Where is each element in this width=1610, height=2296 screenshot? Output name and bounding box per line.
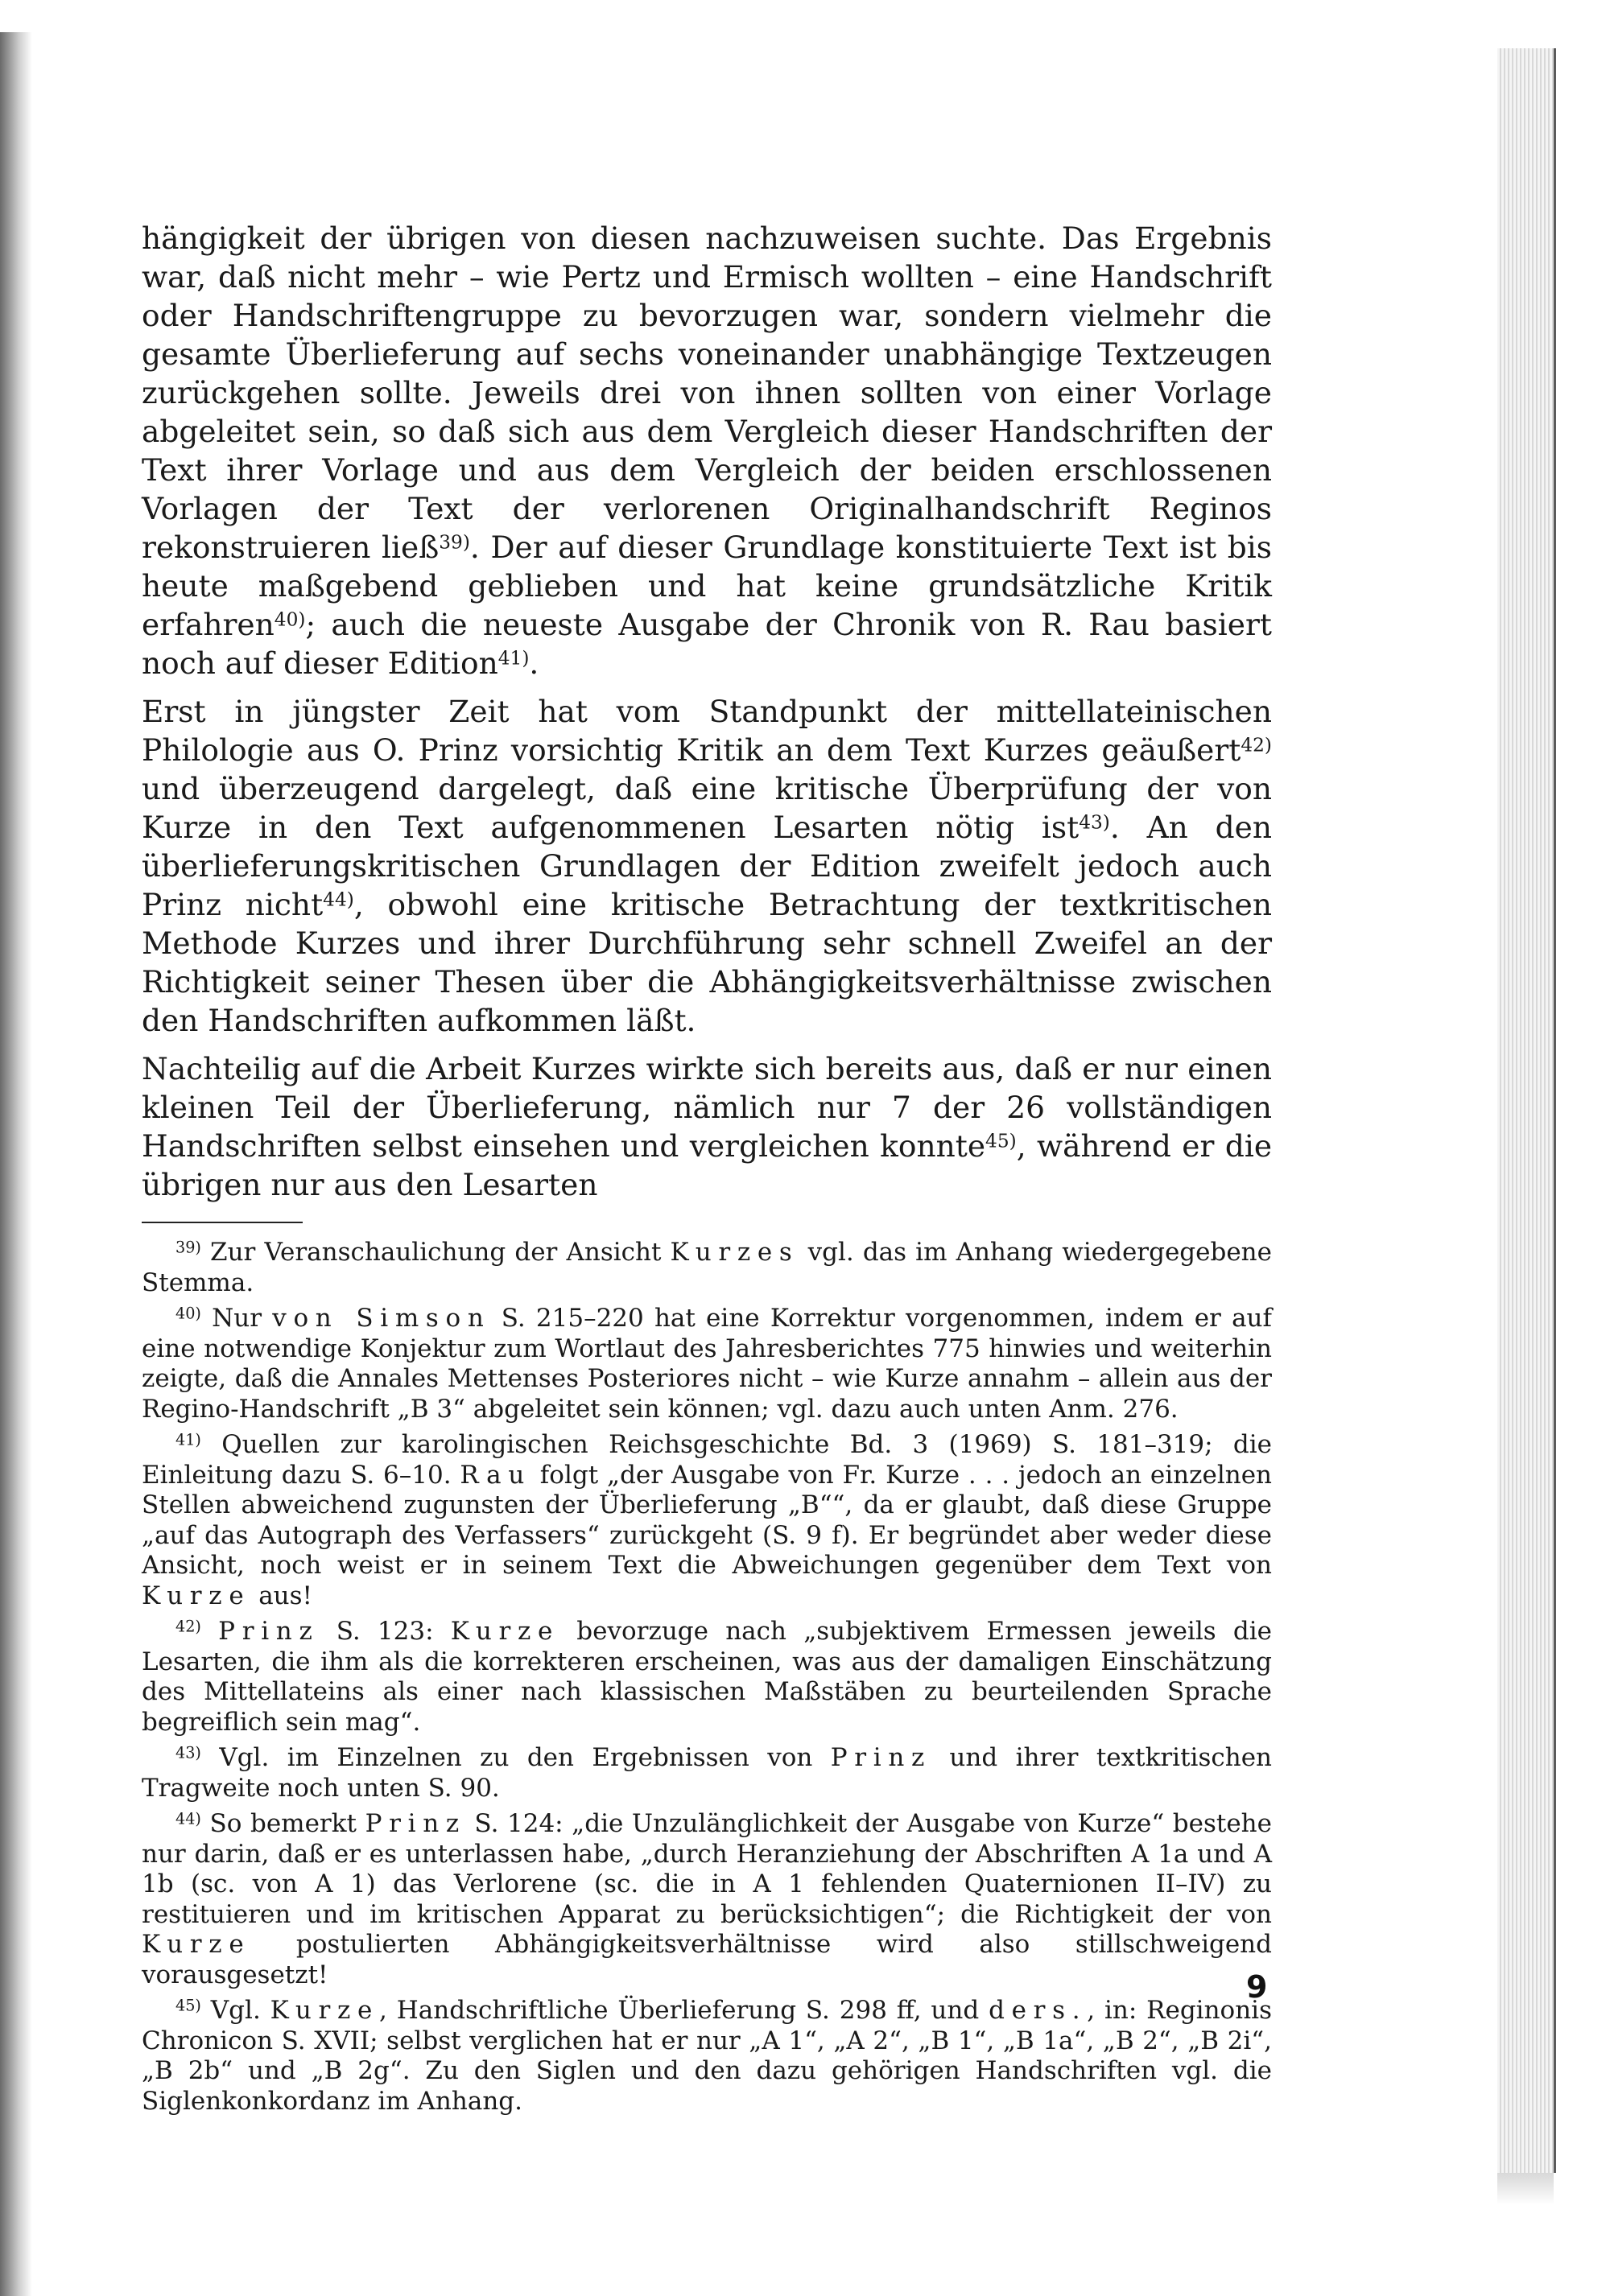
text-run: Nachteilig auf die Arbeit Kurzes wirkte sich bereits aus, daß er nur einen kleinen Teil der Überlieferung, nämlich nur 7 der 26 vollständigen Handschriften selbst einsehen und vergleichen konnte bbox=[142, 1051, 1272, 1164]
text-run: Quellen zur karolingischen Reichsgeschichte Bd. 3 (1969) S. 181–319; die Einleitung dazu S. 6–10. bbox=[142, 1430, 1272, 1490]
spaced-author-name: Kurze bbox=[142, 1581, 251, 1610]
footnote-ref-43: 43) bbox=[1079, 811, 1110, 834]
text-run: Nur bbox=[200, 1304, 273, 1333]
spaced-author-name: Prinz bbox=[218, 1617, 320, 1646]
spaced-author-name: Kurzes bbox=[670, 1238, 799, 1267]
spaced-author-name: ders. bbox=[989, 1996, 1088, 2025]
body-paragraph-2 bbox=[142, 692, 1272, 1040]
page-text bbox=[142, 219, 1272, 2117]
footnote-number: 39) bbox=[175, 1238, 201, 1257]
spaced-author-name: Kurze bbox=[270, 1996, 380, 2025]
text-run: . An den überlieferungskritischen Grundlagen der Edition zweifelt jedoch auch Prinz nicht bbox=[142, 810, 1272, 922]
footnote-45 bbox=[142, 1996, 1272, 2117]
footnote-42 bbox=[142, 1617, 1272, 1737]
spaced-author-name: Prinz bbox=[365, 1809, 466, 1838]
text-run: , während er die übrigen nur aus den Lesarten bbox=[142, 1128, 1273, 1202]
footnote-number: 40) bbox=[175, 1304, 201, 1323]
text-run: folgt „der Ausgabe von Fr. Kurze . . . jedoch an einzelnen Stellen abweichend zugunsten der Überlieferung „B““, da er glaubt, daß diese Gruppe „auf das Autograph des Verfassers“ zurückgeht (S. 9 f). Er begründet aber weder diese Ansicht, noch weist er in seinem Text die Abweichungen gegenüber dem Text von bbox=[142, 1460, 1273, 1580]
footnote-number: 43) bbox=[175, 1743, 201, 1762]
page-number: 9 bbox=[1246, 1969, 1268, 2005]
text-run: , Handschriftliche Überlieferung S. 298 ff, und bbox=[379, 1996, 989, 2025]
footnote-ref-41: 41) bbox=[497, 647, 530, 670]
text-run: ; auch die neueste Ausgabe der Chronik von R. Rau basiert noch auf dieser Edition bbox=[142, 607, 1272, 681]
text-run: . Der auf dieser Grundlage konstituierte Text ist bis heute maßgebend geblieben und hat keine grundsätzliche Kritik erfahren bbox=[142, 530, 1272, 642]
text-run: aus! bbox=[250, 1581, 313, 1610]
text-run: Vgl. im Einzelnen zu den Ergebnissen von bbox=[200, 1743, 831, 1772]
text-run: Vgl. bbox=[200, 1996, 270, 2025]
book-page-edges-bottom bbox=[1497, 2173, 1554, 2205]
footnote-44 bbox=[142, 1809, 1272, 1990]
text-run bbox=[201, 1617, 218, 1646]
text-run: und überzeugend dargelegt, daß eine kritische Überprüfung der von Kurze in den Text aufgenommenen Lesarten nötig ist bbox=[142, 771, 1272, 845]
text-run: , in: Reginonis Chronicon S. XVII; selbst verglichen hat er nur „A 1“, „A 2“, „B 1“, „B 1a“, „B 2“, „B 2i“, „B 2b“ und „B 2g“. Zu den Siglen und den dazu gehörigen Handschriften vgl. die Siglenkonkordanz im Anhang. bbox=[142, 1996, 1272, 2116]
spaced-author-name: von Simson bbox=[272, 1304, 491, 1333]
text-run: hängigkeit der übrigen von diesen nachzuweisen suchte. Das Ergebnis war, daß nicht mehr – wie Pertz und Ermisch wollten – eine Handschrift oder Handschriftengruppe zu bevorzugen war, sondern vielmehr die gesamte Überlieferung auf sechs voneinander unabhängige Textzeugen zurückgehen sollte. Jeweils drei von ihnen sollten von einer Vorlage abgeleitet sein, so daß sich aus dem Vergleich dieser Handschriften der Text ihrer Vorlage und aus dem Vergleich der beiden erschlossenen Vorlagen der Text der verlorenen Originalhandschrift Reginos rekonstruieren ließ bbox=[142, 221, 1272, 565]
footnote-ref-42: 42) bbox=[1241, 734, 1272, 756]
footnote-40 bbox=[142, 1304, 1272, 1424]
text-run: bevorzuge nach „subjektivem Ermessen jeweils die Lesarten, die ihm als die korrekteren erscheinen, was aus der damaligen Einschätzung des Mittellateins als einer nach klassischen Maßstäben zu beurteilenden Sprache begreiflich sein mag“. bbox=[142, 1617, 1272, 1737]
text-run: So bemerkt bbox=[200, 1809, 365, 1838]
footnote-number: 44) bbox=[175, 1809, 201, 1828]
text-run: Zur Veranschaulichung der Ansicht bbox=[200, 1238, 671, 1267]
book-page-edges bbox=[1497, 48, 1556, 2173]
spaced-author-name: Rau bbox=[460, 1460, 531, 1490]
text-run: , obwohl eine kritische Betrachtung der textkritischen Methode Kurzes und ihrer Durchführung sehr schnell Zweifel an der Richtigkeit seiner Thesen über die Abhängigkeitsverhältnisse zwischen den Handschriften aufkommen läßt. bbox=[142, 887, 1272, 1038]
spaced-author-name: Prinz bbox=[830, 1743, 932, 1772]
text-run: postulierten Abhängigkeitsverhältnisse wird also stillschweigend vorausgesetzt! bbox=[142, 1930, 1272, 1989]
spaced-author-name: Kurze bbox=[142, 1930, 251, 1959]
footnote-number: 45) bbox=[175, 1996, 201, 2015]
footnote-39 bbox=[142, 1238, 1272, 1298]
text-run: S. 215–220 hat eine Korrektur vorgenommen, indem er auf eine notwendige Konjektur zum Wortlaut des Jahresberichtes 775 hinwies und weiterhin zeigte, daß die Annales Mettenses Posteriores nicht – wie Kurze annahm – allein aus der Regino-Handschrift „B 3“ abgeleitet sein können; vgl. dazu auch unten Anm. 276. bbox=[142, 1304, 1272, 1424]
body-paragraph-3 bbox=[142, 1049, 1272, 1204]
footnote-ref-45: 45) bbox=[985, 1130, 1017, 1152]
page-top-margin bbox=[0, 0, 1610, 39]
text-run: S. 123: bbox=[319, 1617, 451, 1646]
spaced-author-name: Kurze bbox=[450, 1617, 560, 1646]
footnote-number: 41) bbox=[175, 1430, 201, 1449]
text-run: . bbox=[529, 645, 539, 681]
text-run: vgl. das im Anhang wiedergegebene Stemma. bbox=[142, 1238, 1272, 1297]
text-run: und ihrer textkritischen Tragweite noch unten S. 90. bbox=[142, 1743, 1273, 1803]
footnote-divider bbox=[142, 1222, 303, 1223]
footnote-43 bbox=[142, 1743, 1272, 1803]
book-spine-shadow bbox=[0, 32, 32, 2296]
footnote-ref-40: 40) bbox=[274, 608, 306, 631]
footnote-ref-39: 39) bbox=[439, 531, 470, 554]
text-run: S. 124: „die Unzulänglichkeit der Ausgabe von Kurze“ bestehe nur darin, daß er es unterlassen habe, „durch Heranziehung der Abschriften A 1a und A 1b (sc. von A 1) das Verlorene (sc. die in A 1 fehlenden Quaternionen II–IV) zu restituieren und im kritischen Apparat zu berücksichtigen“; die Richtigkeit der von bbox=[142, 1809, 1272, 1929]
body-paragraph-1 bbox=[142, 219, 1272, 682]
footnote-number: 42) bbox=[175, 1617, 201, 1636]
text-run: Erst in jüngster Zeit hat vom Standpunkt der mittellateinischen Philologie aus O. Prinz vorsichtig Kritik an dem Text Kurzes geäußert bbox=[142, 694, 1272, 768]
footnote-ref-44: 44) bbox=[323, 888, 354, 911]
footnote-41 bbox=[142, 1430, 1272, 1611]
